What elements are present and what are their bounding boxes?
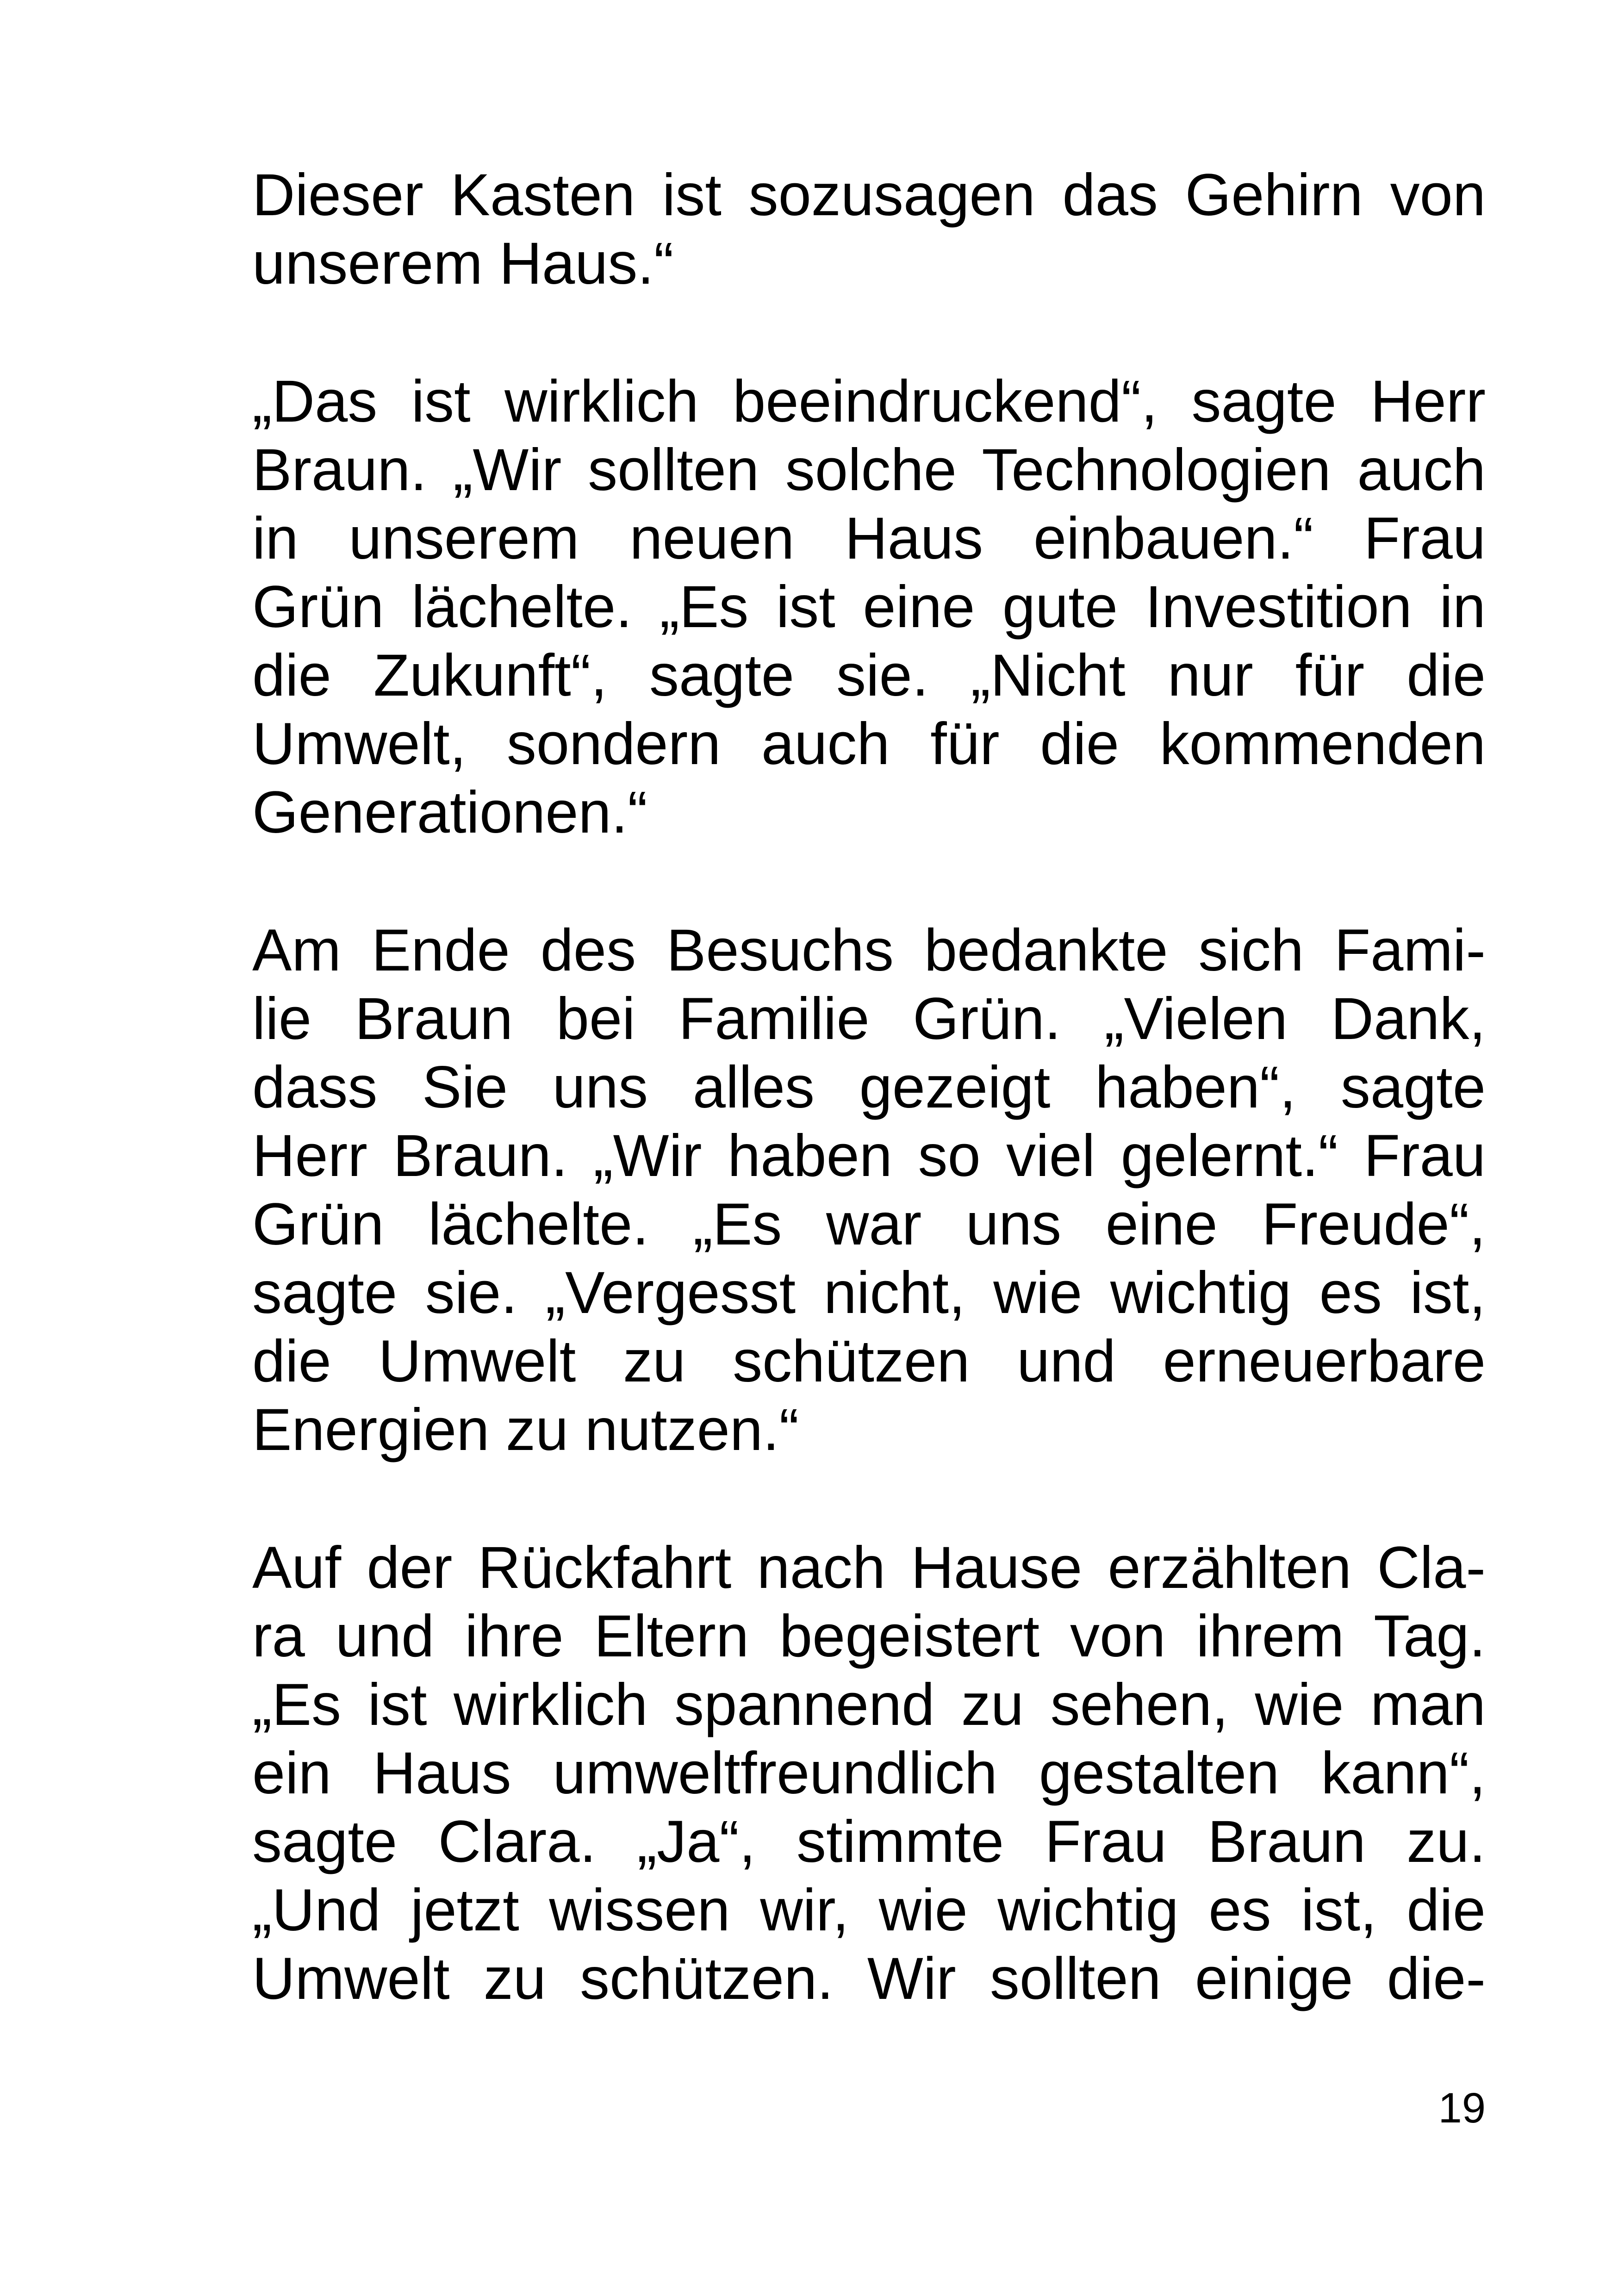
text-line: die Umwelt zu schützen und erneuerbare	[252, 1328, 1486, 1394]
text-line: Herr Braun. „Wir haben so viel gelernt.“ Frau	[252, 1123, 1486, 1189]
page-number: 19	[1438, 2084, 1486, 2132]
text-line: Grün lächelte. „Es ist eine gute Investition in	[252, 574, 1486, 640]
text-line: Auf der Rückfahrt nach Hause erzählten Cla-	[252, 1535, 1486, 1601]
text-line: „Das ist wirklich beeindruckend“, sagte Herr	[252, 368, 1486, 435]
paragraph	[252, 916, 1486, 1464]
text-line: ra und ihre Eltern begeistert von ihrem Tag.	[252, 1603, 1486, 1669]
text-line: Umwelt zu schützen. Wir sollten einige die-	[252, 1946, 1486, 2012]
paragraph	[252, 367, 1486, 847]
text-line: in unserem neuen Haus einbauen.“ Frau	[252, 505, 1486, 572]
text-line: ein Haus umweltfreundlich gestalten kann“,	[252, 1740, 1486, 1806]
paragraph	[252, 161, 1486, 298]
text-line: sagte sie. „Vergesst nicht, wie wichtig es ist,	[252, 1260, 1486, 1326]
text-line: sagte Clara. „Ja“, stimmte Frau Braun zu.	[252, 1809, 1486, 1875]
text-line: Braun. „Wir sollten solche Technologien auch	[252, 437, 1486, 503]
page-body	[252, 161, 1486, 2083]
text-line: „Es ist wirklich spannend zu sehen, wie man	[252, 1672, 1486, 1738]
text-line: Dieser Kasten ist sozusagen das Gehirn von	[252, 162, 1486, 228]
text-line: unserem Haus.“	[252, 230, 674, 297]
text-line: Generationen.“	[252, 779, 647, 846]
text-line: Grün lächelte. „Es war uns eine Freude“,	[252, 1191, 1486, 1257]
text-line: Umwelt, sondern auch für die kommenden	[252, 711, 1486, 777]
text-line: Am Ende des Besuchs bedankte sich Fami-	[252, 917, 1486, 983]
text-line: die Zukunft“, sagte sie. „Nicht nur für die	[252, 642, 1486, 709]
paragraph	[252, 1534, 1486, 2013]
text-line: Energien zu nutzen.“	[252, 1397, 799, 1463]
text-line: dass Sie uns alles gezeigt haben“, sagte	[252, 1054, 1486, 1120]
text-line: „Und jetzt wissen wir, wie wichtig es ist, die	[252, 1877, 1486, 1943]
text-line: lie Braun bei Familie Grün. „Vielen Dank,	[252, 986, 1486, 1052]
